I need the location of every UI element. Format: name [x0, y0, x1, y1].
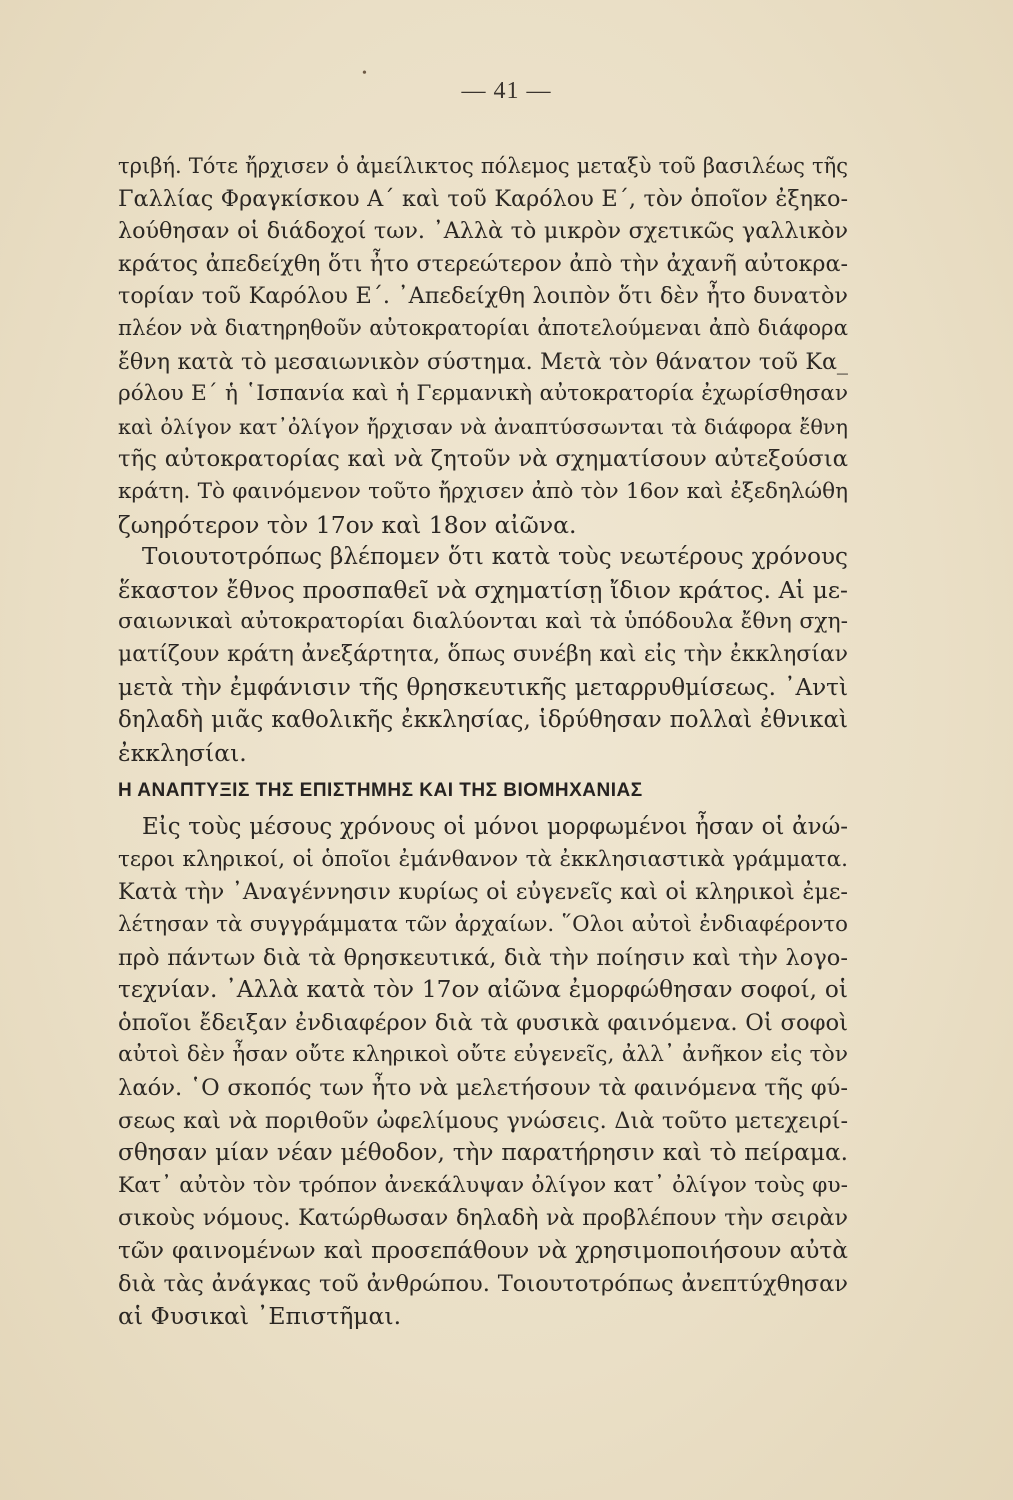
text-line: τῆς αὐτοκρατορίας καὶ νὰ ζητοῦν νὰ σχηματίσουν αὐτεξούσια: [118, 446, 848, 473]
text-line: τριβή. Τότε ἤρχισεν ὁ ἀμείλικτος πόλεμος μεταξὺ τοῦ βασιλέως τῆς: [118, 153, 848, 178]
text-line: δηλαδὴ μιᾶς καθολικῆς ἐκκλησίας, ἱδρύθησαν πολλαὶ ἐθνικαὶ: [118, 707, 848, 734]
text-line: σαιωνικαὶ αὐτοκρατορίαι διαλύονται καὶ τὰ ὑπόδουλα ἔθνη σχη-: [118, 609, 848, 635]
text-line: λέτησαν τὰ συγγράμματα τῶν ἀρχαίων. ῞Ολοι αὐτοὶ ἐνδιαφέροντο: [118, 912, 848, 938]
page-number: — 41 —: [461, 78, 552, 104]
text-line: διὰ τὰς ἀνάγκας τοῦ ἀνθρώπου. Τοιουτοτρόπως ἀνεπτύχθησαν: [118, 1270, 848, 1297]
ink-speck: •: [362, 66, 367, 81]
text-line: ἕκαστον ἔθνος προσπαθεῖ νὰ σχηματίσῃ ἴδιον κράτος. Αἱ με-: [118, 575, 848, 604]
text-line: λαόν. ῾Ο σκοπός των ἦτο νὰ μελετήσουν τὰ φαινόμενα τῆς φύ-: [118, 1075, 848, 1102]
text-line: πλέον νὰ διατηρηθοῦν αὐτοκρατορίαι ἀποτελούμεναι ἀπὸ διάφορα: [118, 315, 848, 341]
text-line: Κατ᾿ αὐτὸν τὸν τρόπον ἀνεκάλυψαν ὀλίγον κατ᾿ ὀλίγον τοὺς φυ-: [118, 1172, 848, 1198]
text-line: καὶ ὀλίγον κατ᾿ὀλίγον ἤρχισαν νὰ ἀναπτύσσωνται τὰ διάφορα ἔθνη: [118, 414, 848, 439]
section-heading: Η ΑΝΑΠΤΥΞΙΣ ΤΗΣ ΕΠΙΣΤΗΜΗΣ ΚΑΙ ΤΗΣ ΒΙΟΜΗΧΑΝΙΑΣ: [118, 780, 643, 802]
text-line: Κατὰ τὴν ᾿Αναγέννησιν κυρίως οἱ εὐγενεῖς καὶ οἱ κληρικοὶ ἐμε-: [118, 879, 848, 906]
text-line: λούθησαν οἱ διάδοχοί των. ᾿Αλλὰ τὸ μικρὸν σχετικῶς γαλλικὸν: [118, 218, 848, 245]
text-line: ζωηρότερον τὸν 17ον καὶ 18ον αἰῶνα.: [118, 510, 577, 539]
text-line: τεχνίαν. ᾿Αλλὰ κατὰ τὸν 17ον αἰῶνα ἐμορφώθησαν σοφοί, οἱ: [118, 976, 848, 1004]
text-line: ἐκκλησίαι.: [118, 738, 247, 767]
page-text: [118, 150, 848, 1333]
text-line: κράτη. Τὸ φαινόμενον τοῦτο ἤρχισεν ἀπὸ τὸν 16ον καὶ ἐξεδηλώθη: [118, 478, 848, 504]
text-line: μετὰ τὴν ἐμφάνισιν τῆς θρησκευτικῆς μεταρρυθμίσεως. ᾿Αντὶ: [118, 674, 848, 701]
text-line: πρὸ πάντων διὰ τὰ θρησκευτικά, διὰ τὴν ποίησιν καὶ τὴν λογο-: [118, 944, 848, 971]
text-line: ματίζουν κράτη ἀνεξάρτητα, ὅπως συνέβη καὶ εἰς τὴν ἐκκλησίαν: [118, 641, 848, 667]
paragraph-1: [118, 150, 848, 541]
text-line: τῶν φαινομένων καὶ προσεπάθουν νὰ χρησιμοποιήσουν αὐτὰ: [118, 1237, 848, 1264]
text-line: Τοιουτοτρόπως βλέπομεν ὅτι κατὰ τοὺς νεωτέρους χρόνους: [142, 544, 848, 571]
text-line: Εἰς τοὺς μέσους χρόνους οἱ μόνοι μορφωμένοι ἦσαν οἱ ἀνώ-: [142, 814, 848, 841]
text-line: ἔθνη κατὰ τὸ μεσαιωνικὸν σύστημα. Μετὰ τὸν θάνατον τοῦ Κα_: [118, 348, 848, 375]
text-line: σεως καὶ νὰ ποριθοῦν ὠφελίμους γνώσεις. Διὰ τοῦτο μετεχειρί-: [118, 1107, 848, 1134]
text-line: τορίαν τοῦ Καρόλου Ε΄. ᾿Απεδείχθη λοιπὸν ὅτι δὲν ἦτο δυνατὸν: [118, 283, 848, 310]
paragraph-2: [118, 541, 848, 769]
text-line: κράτος ἀπεδείχθη ὅτι ἦτο στερεώτερον ἀπὸ τὴν ἀχανῆ αὐτοκρα-: [118, 250, 848, 277]
text-line: αὐτοὶ δὲν ἦσαν οὔτε κληρικοὶ οὔτε εὐγενεῖς, ἀλλ᾿ ἀνῆκον εἰς τὸν: [118, 1042, 848, 1068]
text-line: αἱ Φυσικαὶ ᾿Επιστῆμαι.: [118, 1302, 402, 1331]
text-line: σικοὺς νόμους. Κατώρθωσαν δηλαδὴ νὰ προβλέπουν τὴν σειρὰν: [118, 1205, 848, 1232]
text-line: τεροι κληρικοί, οἱ ὁποῖοι ἐμάνθανον τὰ ἐκκλησιαστικὰ γράμματα.: [118, 846, 848, 872]
text-line: ὁποῖοι ἔδειξαν ἐνδιαφέρον διὰ τὰ φυσικὰ φαινόμενα. Οἱ σοφοὶ: [118, 1009, 848, 1036]
text-line: Γαλλίας Φραγκίσκου Α΄ καὶ τοῦ Καρόλου Ε΄, τὸν ὁποῖον ἐξηκο-: [118, 185, 848, 212]
paragraph-3: [118, 811, 848, 1333]
text-line: ρόλου Ε΄ ἡ ῾Ισπανία καὶ ἡ Γερμανικὴ αὐτοκρατορία ἐχωρίσθησαν: [118, 381, 848, 407]
text-line: σθησαν μίαν νέαν μέθοδον, τὴν παρατήρησιν καὶ τὸ πείραμα.: [118, 1139, 848, 1167]
